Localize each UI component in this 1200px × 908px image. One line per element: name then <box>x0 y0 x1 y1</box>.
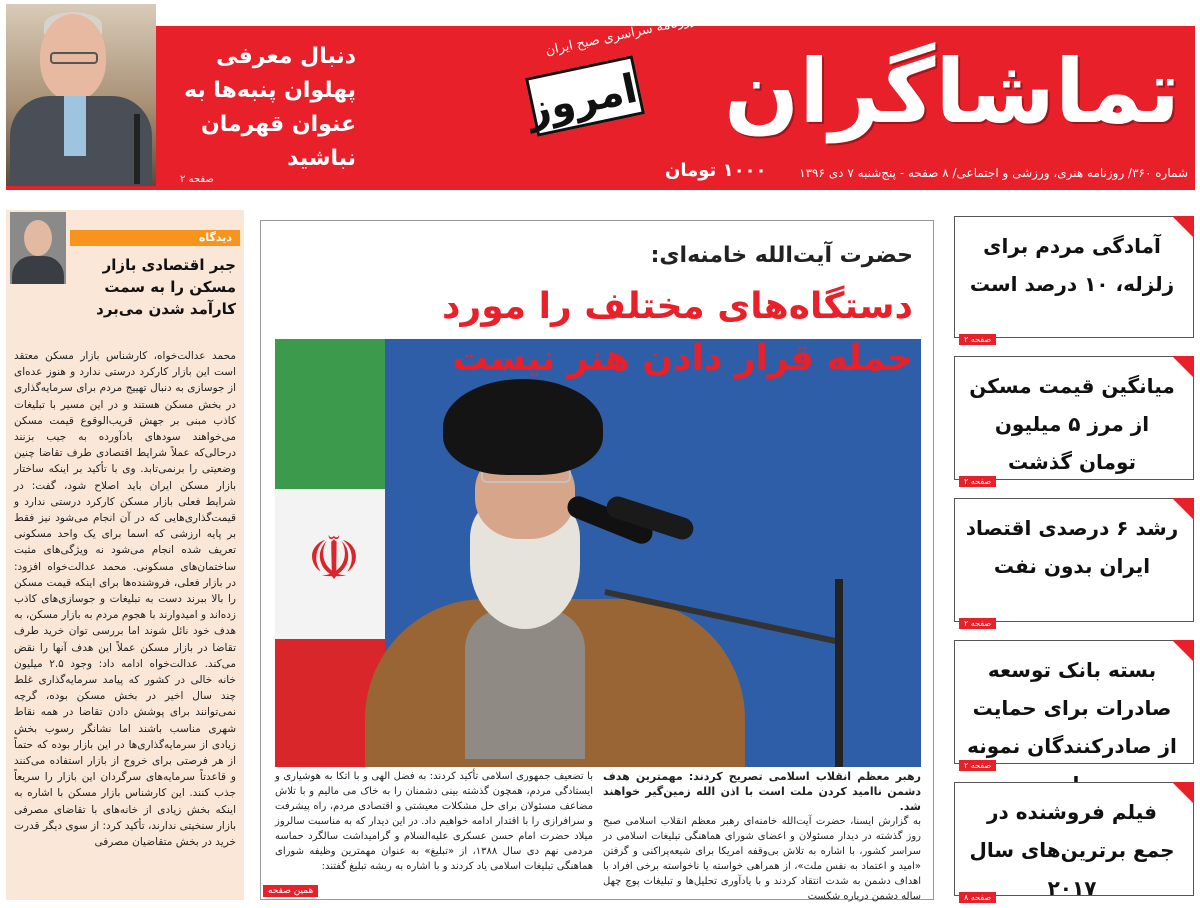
headline-box[interactable] <box>954 498 1194 628</box>
microphone-stand <box>835 579 843 767</box>
headline-box[interactable] <box>954 356 1194 486</box>
headline-box-page: صفحه ۲ <box>959 618 996 629</box>
columnist-photo <box>10 212 66 284</box>
headline-box-page: صفحه ۸ <box>959 892 996 903</box>
photo-shirt <box>64 96 86 156</box>
headline-box-text: رشد ۶ درصدی اقتصاد ایران بدون نفت <box>965 516 1179 578</box>
columnist-suit <box>12 256 64 284</box>
headline-box-text: فیلم فروشنده در جمع برترین‌های سال ۲۰۱۷ <box>969 800 1175 900</box>
flag-emblem-icon: ☫ <box>307 524 361 594</box>
story-column-right <box>603 769 921 904</box>
newspaper-logo[interactable] <box>522 12 1190 158</box>
photo-glasses <box>50 52 98 64</box>
headline-box-text: بسته بانک توسعه صادرات برای حمایت از صادرکنندگان نمونه <box>967 658 1177 758</box>
story-lead: رهبر معظم انقلاب اسلامی تصریح کردند: مهمترین هدف دشمن ناامید کردن ملت است با اذن الله زمین‌گیر خواهند شد. <box>603 770 921 813</box>
opinion-body: محمد عدالت‌خواه، کارشناس بازار مسکن معتقد است این بازار کارکرد درستی ندارد و هنوز عده‌ای از جوسازی به دنبال تهییج مردم برای سرمایه‌گذاری در بخش مسکن هستند و در این مسیر با تبلیغات کاذب مبنی بر جهش قریب‌الوقوع قیمت مسکن می‌خواهند سودهای بادآورده به جیب بزنند درحالی‌که عملاً شرایط اقتصادی طرف تقاضا چنین وضعیتی را برنمی‌تابد. وی با تأکید بر اینکه ساختار بازار مسکن ایران باید اصلاح شود، گفت: در شرایط فعلی بازار مسکن کارکرد درستی ندارد و قیمت‌گذاری‌هایی که در آن انجام می‌شود نیز فقط بر پایه ارزشی که اسما برای یک واحد مسکونی تعریف شده انجام می‌شود نه ویژگی‌های مثبت ساختمان‌های مسکونی. محمد عدالت‌خواه افزود: در بازار فعلی، فروشنده‌ها برای اینکه قیمت مسکن را بالا ببرند دست به تبلیغات و جوسازی‌های کاذب زده‌اند و امیدوارند با هجوم مردم به بازار مسکن، به هدف خود نائل شوند اما بررسی توان خرید طرف تقاضا در بازار مسکن عملاً این هدف آنها را نقض می‌کند. عدالت‌خواه ادامه داد: وجود ۲.۵ میلیون خانه خالی در کشور که پیامد سرمایه‌گذاری غلط چند سال اخیر در بخش مسکن بوده، گرچه نمی‌توانند برای پوشش دادن تقاضا در همه نقاط شهری مناسب باشند اما نشانگر رسوب بخش زیادی از سرمایه‌گذاری‌ها در این بازار بوده که حتماً از هر فرصتی برای خروج از بازار استفاده می‌کنند و قاعدتاً سرمایه‌های سرگردان این بازار را سریعاً جذب کنند. این کارشناس بازار مسکن با اشاره به اینکه بخش زیادی از خانه‌های با تقاضای مصرفی بازار سنخیتی ندارند، تأکید کرد: از سوی دیگر قدرت خرید در بخش متقاضیان مصرفی <box>14 350 236 849</box>
headline-box[interactable] <box>954 216 1194 344</box>
headline-box-text: آمادگی مردم برای زلزله، ۱۰ درصد است <box>969 234 1175 296</box>
main-story-title[interactable]: دستگاه‌های مختلف را مورد حمله قرار دادن هنر نیست <box>442 286 913 379</box>
main-story-photo[interactable] <box>275 339 921 767</box>
lead-story-headline[interactable]: دنبال معرفی پهلوان پنبه‌ها به عنوان قهرمان نباشید <box>184 44 356 171</box>
story-body-right: به گزارش ایسنا، حضرت آیت‌الله خامنه‌ای رهبر معظم انقلاب اسلامی صبح روز گذشته در دیدار مسئولان و اعضای شورای هماهنگی تبلیغات اسلامی در سراسر کشور، با اشاره به تلاش بی‌وقفه امریکا برای شیعه‌پراکنی و گرفتن «امید و اعتماد به نفس ملت»، از همراهی خواسته یا ناخواسته برخی افراد با اهداف دشمن به شدت انتقاد کردند و با یادآوری تحلیل‌ها و تبلیغات پوچ چهل ساله دشمن درباره شکست <box>603 816 921 902</box>
headline-box[interactable] <box>954 782 1194 902</box>
figure-inner-robe <box>465 609 585 759</box>
story-body-left: با تضعیف جمهوری اسلامی تأکید کردند: به فضل الهی و با اتکا به هوشیاری و ایستادگی مردم، همچون گذشته بینی دشمنان را به خاک می مالیم و با تلاش مضاعف مسئولان برای حل مشکلات معیشتی و اقتصادی مردم، راه پیشرفت و سرافرازی را با اقتدار ادامه خواهیم داد. در این دیدار که به مناسبت سالروز میلاد حضرت امام حسن عسکری علیه‌السلام و گرامیداشت سالگرد حماسه مردمی نهم دی سال ۱۳۸۸، از «تبلیغ» به عنوان مهمترین وظیفه شورای هماهنگی تبلیغات اسلامی یاد کردند و با اشاره به ریشه تبلیغ گفتند: <box>275 771 593 872</box>
lead-story-page: صفحه ۲ <box>180 174 214 185</box>
headline-box-page: صفحه ۲ <box>959 476 996 487</box>
opinion-headline[interactable]: جبر اقتصادی بازار مسکن را به سمت کارآمد شدن می‌برد <box>96 256 236 318</box>
logo-tag: امروز <box>525 55 645 137</box>
story-column-left <box>275 769 593 874</box>
lead-story-photo[interactable] <box>6 4 156 186</box>
headline-box-page: صفحه ۲ <box>959 760 996 771</box>
logo-text: تماشاگران <box>724 40 1180 143</box>
main-story <box>260 220 934 900</box>
main-story-kicker: حضرت آیت‌الله خامنه‌ای: <box>650 243 913 268</box>
photo-microphone <box>134 114 140 184</box>
headline-box-page: صفحه ۲ <box>959 334 996 345</box>
issue-info: شماره ۳۶۰/ روزنامه هنری، ورزشی و اجتماعی/ ۸ صفحه - پنج‌شنبه ۷ دی ۱۳۹۶ <box>799 166 1188 180</box>
opinion-label: دیدگاه <box>70 230 240 246</box>
main-story-page-label[interactable]: همین صفحه <box>263 885 318 897</box>
masthead <box>0 0 1200 192</box>
headline-box-text: میانگین قیمت مسکن از مرز ۵ میلیون تومان گذشت <box>969 374 1175 474</box>
columnist-head <box>24 220 52 256</box>
logo-slogan: روزنامه سراسری صبح ایران <box>544 12 698 59</box>
opinion-column <box>6 210 244 900</box>
headline-box[interactable] <box>954 640 1194 770</box>
figure-turban <box>443 379 603 475</box>
price: ۱۰۰۰ تومان <box>665 160 767 181</box>
